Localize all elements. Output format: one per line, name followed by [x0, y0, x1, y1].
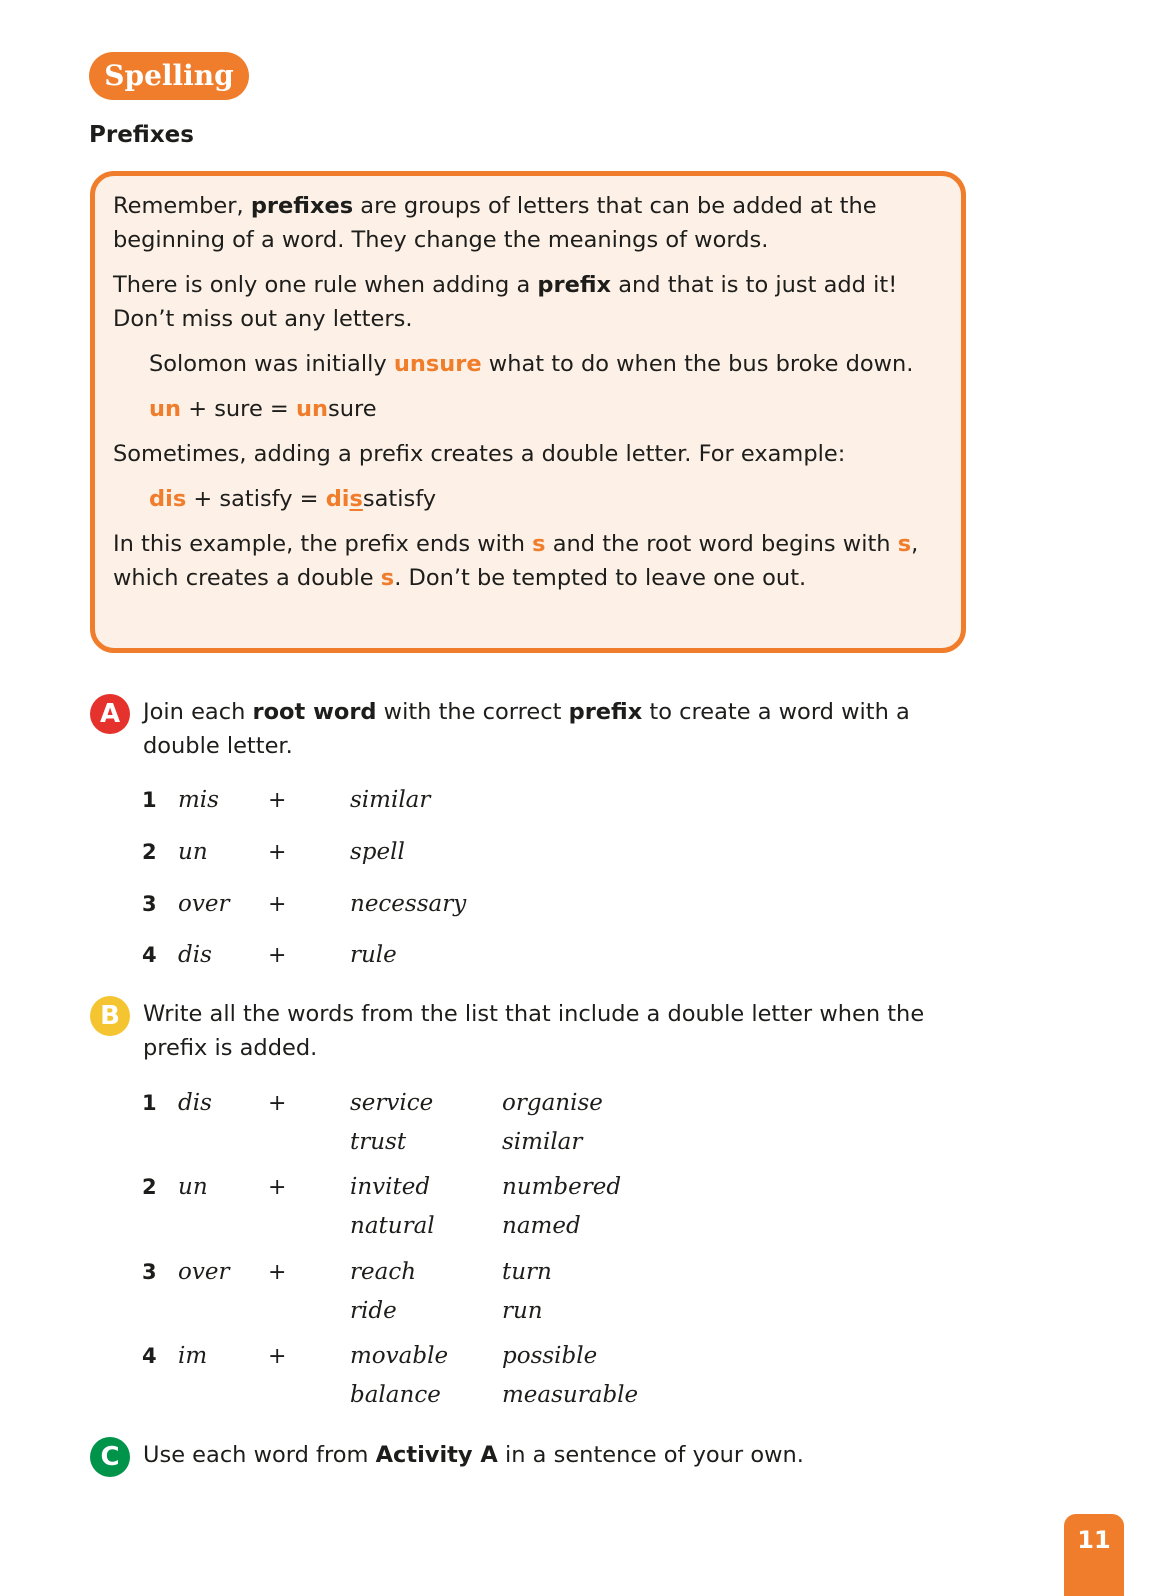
rule-paragraph-2: There is only one rule when adding a prefix and that is to just add it! Don’t miss out any letters. — [113, 272, 898, 332]
example-sentence: Solomon was initially unsure what to do when the bus broke down. — [149, 351, 914, 377]
activity-c-instruction: Use each word from Activity A in a sentence of your own. — [143, 1442, 804, 1468]
example-sum-unsure: un + sure = unsure — [149, 396, 377, 422]
rule-box — [90, 171, 966, 653]
activity-a-badge: A — [90, 694, 130, 734]
activity-b-badge: B — [90, 996, 130, 1036]
page-subheading: Prefixes — [89, 122, 194, 148]
section-label: Spelling — [89, 52, 249, 100]
example-sum-dissatisfy: dis + satisfy = dissatisfy — [149, 486, 437, 512]
activity-b-instruction: Write all the words from the list that include a double letter when the prefix is added. — [143, 1001, 925, 1061]
activity-a-instruction: Join each root word with the correct prefix to create a word with a double letter. — [143, 699, 910, 759]
rule-paragraph-3: Sometimes, adding a prefix creates a double letter. For example: — [113, 441, 846, 467]
rule-paragraph-4: In this example, the prefix ends with s and the root word begins with s, which creates a double s. Don’t be tempted to leave one out. — [113, 531, 919, 591]
page-number: 11 — [1064, 1514, 1124, 1596]
activity-c-badge: C — [90, 1437, 130, 1477]
rule-paragraph-1: Remember, prefixes are groups of letters that can be added at the beginning of a word. They change the meanings of words. — [113, 193, 877, 253]
